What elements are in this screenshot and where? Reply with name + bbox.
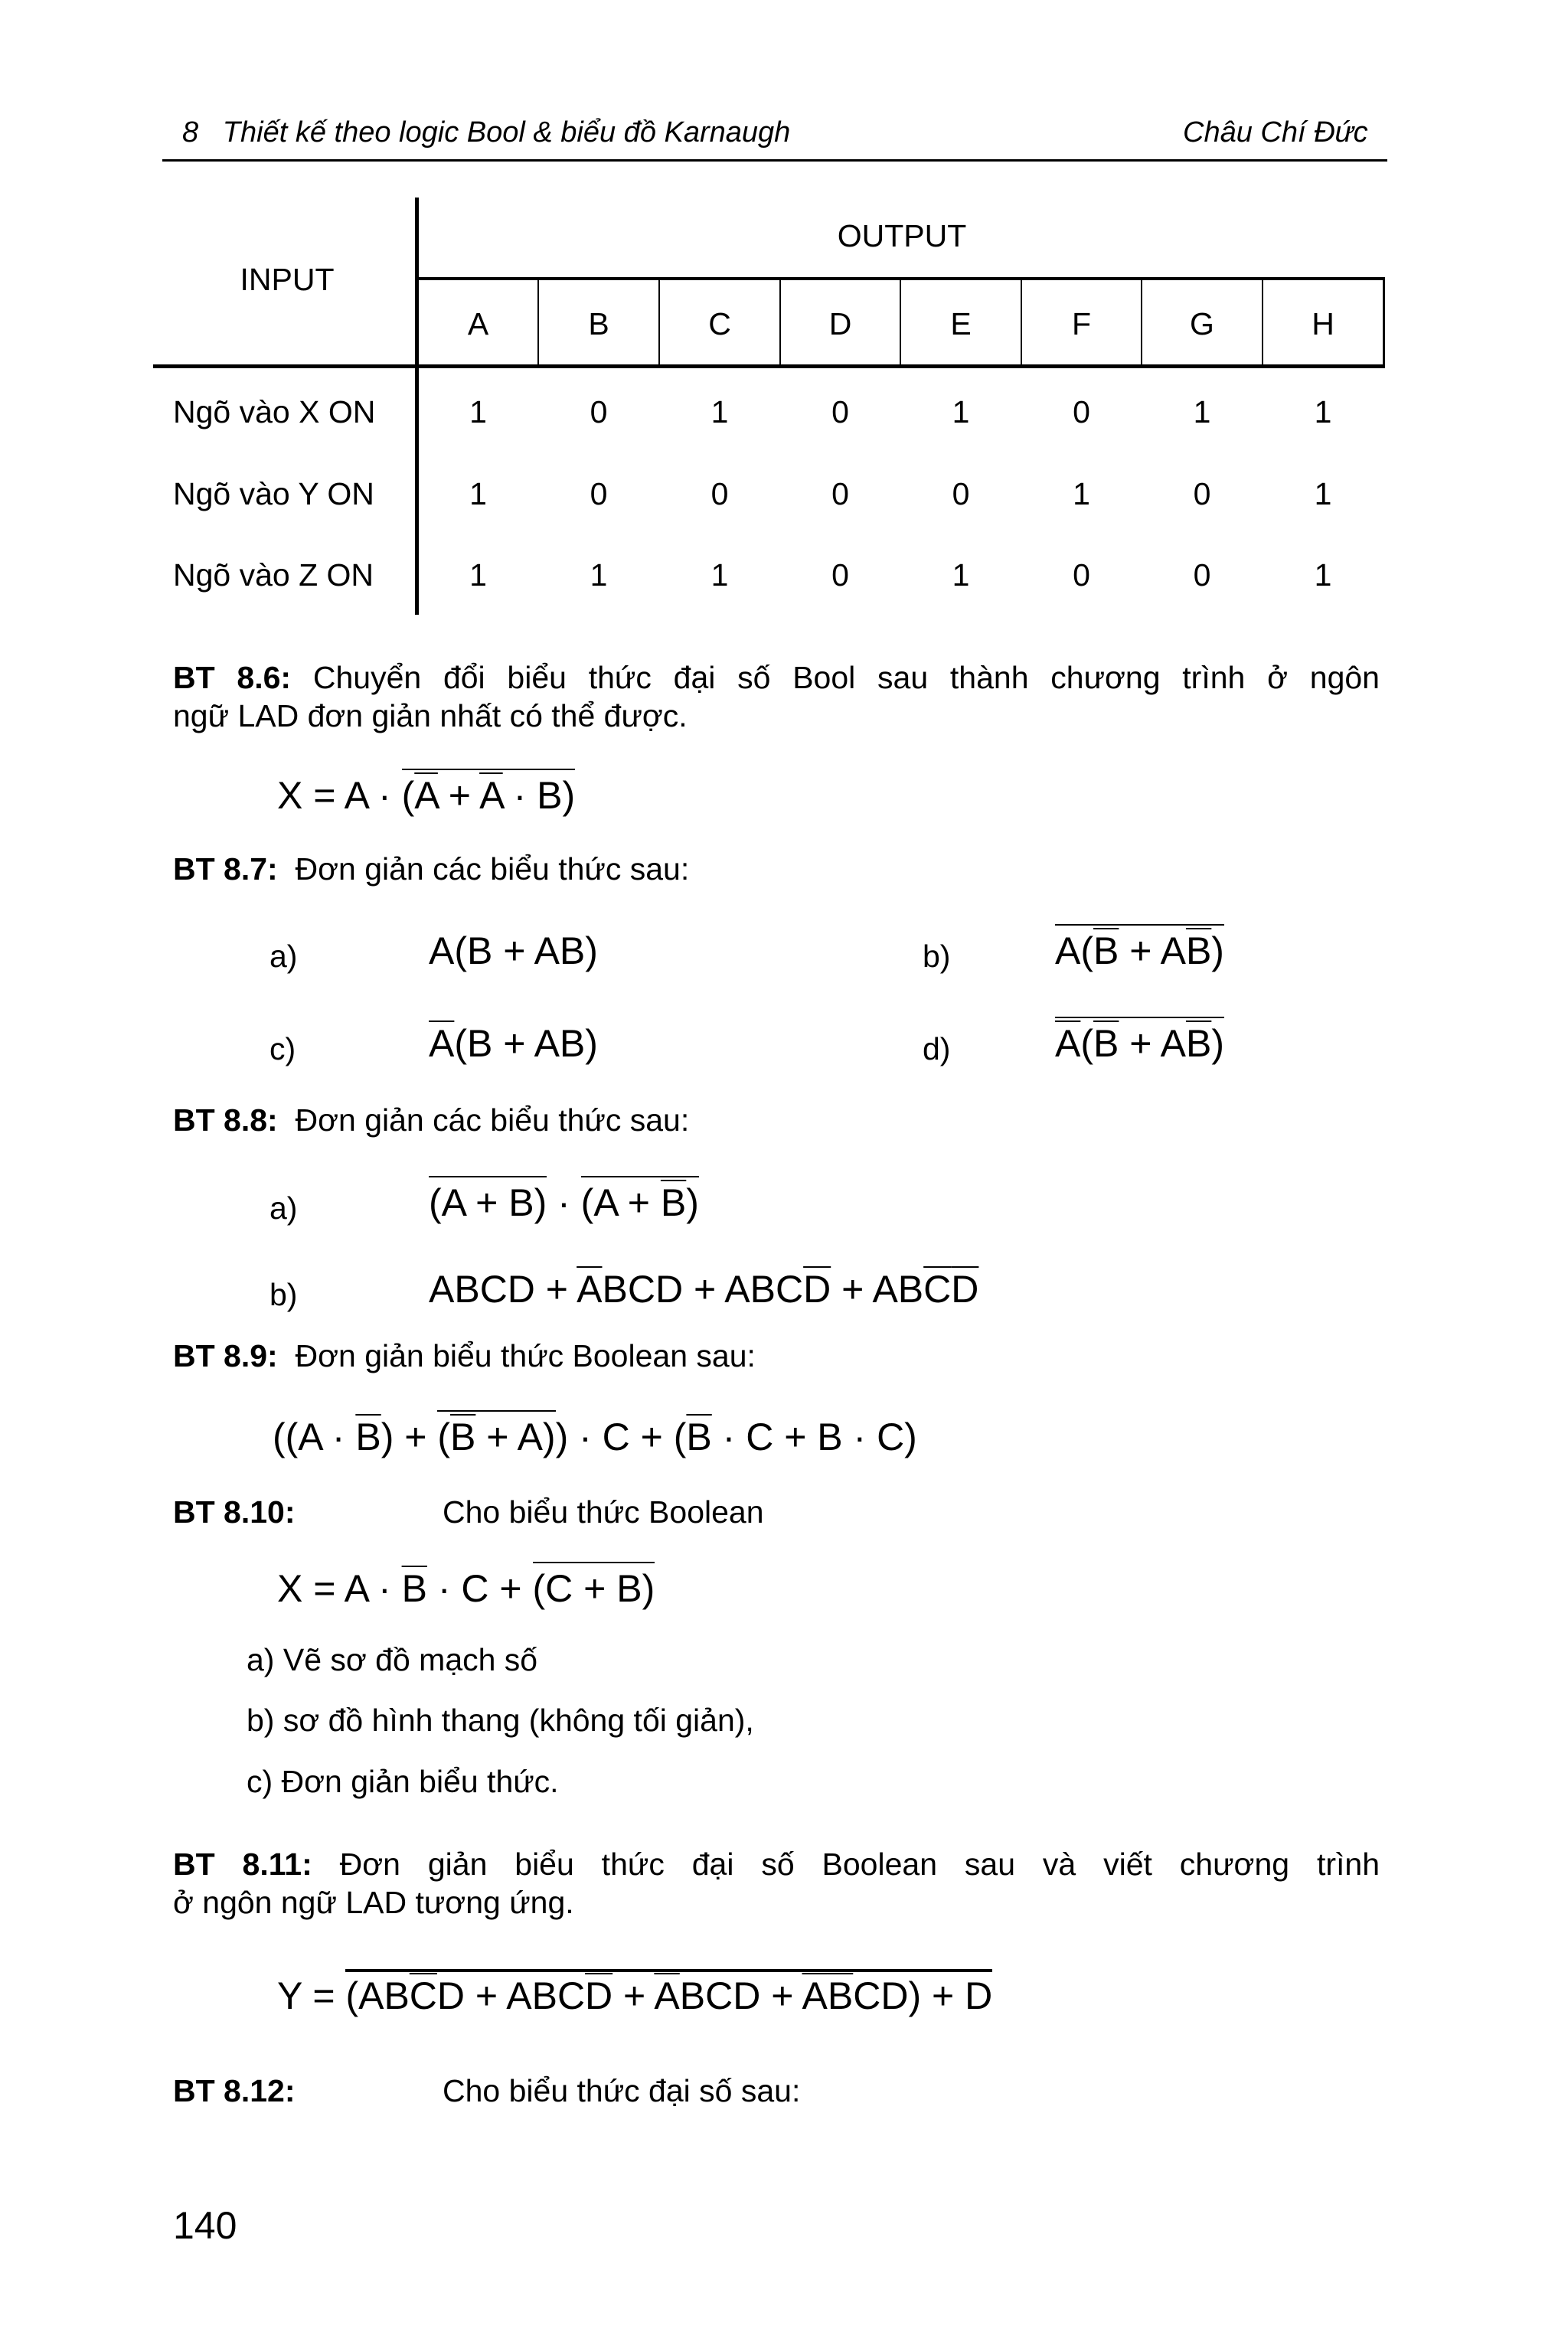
table-cell: 1 [469,394,487,429]
table-cell: 0 [1193,476,1211,511]
table-cell: 0 [590,476,608,511]
column-header-h: H [1312,306,1334,341]
exercise-text: Đơn giản các biểu thức sau: [295,1102,690,1138]
table-cell: 1 [590,557,608,593]
equation-bt89: $((A \cdot \overline{B}) + (\overline{B} + A)) \cdot C + (\overline{B} \cdot C + B \cdot C)$ [273,1415,917,1459]
column-header-f: F [1071,306,1092,341]
exercise-text: Đơn giản biểu thức Boolean sau: [295,1338,756,1373]
item-label: a) [270,1190,298,1226]
exercise-text: Đơn giản biểu thức đại số Boolean sau và viết chương trình [339,1847,1380,1882]
exercise-text: Cho biểu thức đại số sau: [443,2073,801,2108]
column-header-c: C [708,306,731,341]
item-label: a) [270,939,298,974]
equation-bt811: $Y = (AB\overline{C}D + ABC\overline{D} + \overline{A}BCD + \overline{A}\overline{B}CD) + D$ [277,1974,992,2018]
equation-bt87d: $\overline{A}(\overline{B} + A\overline{B})$ [1055,1021,1224,1066]
item-label: d) [923,1031,951,1066]
equation-bt810: $X = A \cdot \overline{B} \cdot C + (C + B)$ [277,1566,655,1611]
table-cell: 1 [469,557,487,593]
exercise-label: BT 8.8: [173,1102,278,1138]
table-header-rule [153,364,1385,368]
column-header-d: D [828,306,852,341]
bt810-item-c: c) Đơn giản biểu thức. [247,1764,559,1799]
table-cell: 0 [710,476,729,511]
table-cell: 1 [469,476,487,511]
row-label-z: Ngõ vào Z ON [173,557,374,593]
output-header: OUTPUT [837,218,967,253]
equation-bt86: $X = A \cdot (\overline{A} + \overline{A} \cdot B)$ [277,773,575,818]
row-label-y: Ngõ vào Y ON [173,476,374,511]
table-cell: 1 [1193,394,1211,429]
table-right-border [1383,277,1385,368]
running-header-right: Châu Chí Đức [1183,116,1368,149]
bt810-item-a: a) Vẽ sơ đồ mạch số [247,1642,538,1677]
exercise-label: BT 8.6: [173,660,292,695]
table-cell: 0 [1193,557,1211,593]
table-cell: 0 [1073,557,1090,593]
table-cell: 0 [831,557,849,593]
table-cell: 1 [1314,394,1332,429]
item-label: b) [923,939,951,974]
table-cell: 0 [1073,394,1090,429]
input-header: INPUT [240,262,335,297]
table-cell: 1 [1073,476,1090,511]
column-header-a: A [467,306,489,341]
table-cell: 1 [952,394,970,429]
bt88-heading [173,1102,689,1138]
bt811-line2: ở ngôn ngữ LAD tương ứng. [173,1885,574,1920]
table-cell: 0 [952,476,970,511]
item-label: c) [270,1031,296,1066]
exercise-label: BT 8.7: [173,851,278,887]
header-rule [162,159,1387,162]
exercise-label: BT 8.9: [173,1338,278,1373]
page-number: 140 [173,2204,237,2247]
bt811-line1 [173,1847,1380,1883]
bt810-item-b: b) sơ đồ hình thang (không tối giản), [247,1703,754,1738]
table-cell: 1 [710,557,729,593]
exercise-text: Cho biểu thức Boolean [443,1494,764,1530]
table-cell: 1 [1314,557,1332,593]
table-cell: 0 [831,394,849,429]
exercise-text: Đơn giản các biểu thức sau: [295,851,690,887]
equation-bt88b: ABCD + $\overline{A}BCD + ABC\overline{D} + AB\overline{C}\overline{D}$ [429,1268,979,1311]
bt89-heading [173,1338,756,1374]
table-output-rule [419,277,1385,280]
bt87-heading [173,851,689,887]
exercise-label: BT 8.12: [173,2073,296,2108]
bt86-line1 [173,660,1380,696]
running-header-left: 8 Thiết kế theo logic Bool & biểu đồ Karnaugh [182,116,791,149]
table-cell: 1 [952,557,970,593]
equation-bt88a: $(A + B) \cdot (A + \overline{B})$ [429,1181,699,1225]
exercise-label: BT 8.11: [173,1847,312,1882]
table-cell: 0 [831,476,849,511]
exercise-text: Chuyển đổi biểu thức đại số Bool sau thành chương trình ở ngôn [312,660,1380,695]
row-label-x: Ngõ vào X ON [173,394,376,429]
column-header-g: G [1190,306,1214,341]
table-cell: 0 [590,394,608,429]
table-cell: 1 [710,394,729,429]
column-header-b: B [588,306,609,341]
table-cell: 1 [1314,476,1332,511]
equation-bt87c: $\overline{A}(B + AB)$ [429,1022,598,1065]
column-header-e: E [950,306,972,341]
exercise-label: BT 8.10: [173,1494,296,1530]
equation-bt87a: A(B + AB) [429,929,598,972]
equation-bt87b: $A(\overline{B} + A\overline{B})$ [1055,929,1224,973]
item-label: b) [270,1277,298,1312]
bt86-line2: ngữ LAD đơn giản nhất có thể được. [173,698,688,733]
